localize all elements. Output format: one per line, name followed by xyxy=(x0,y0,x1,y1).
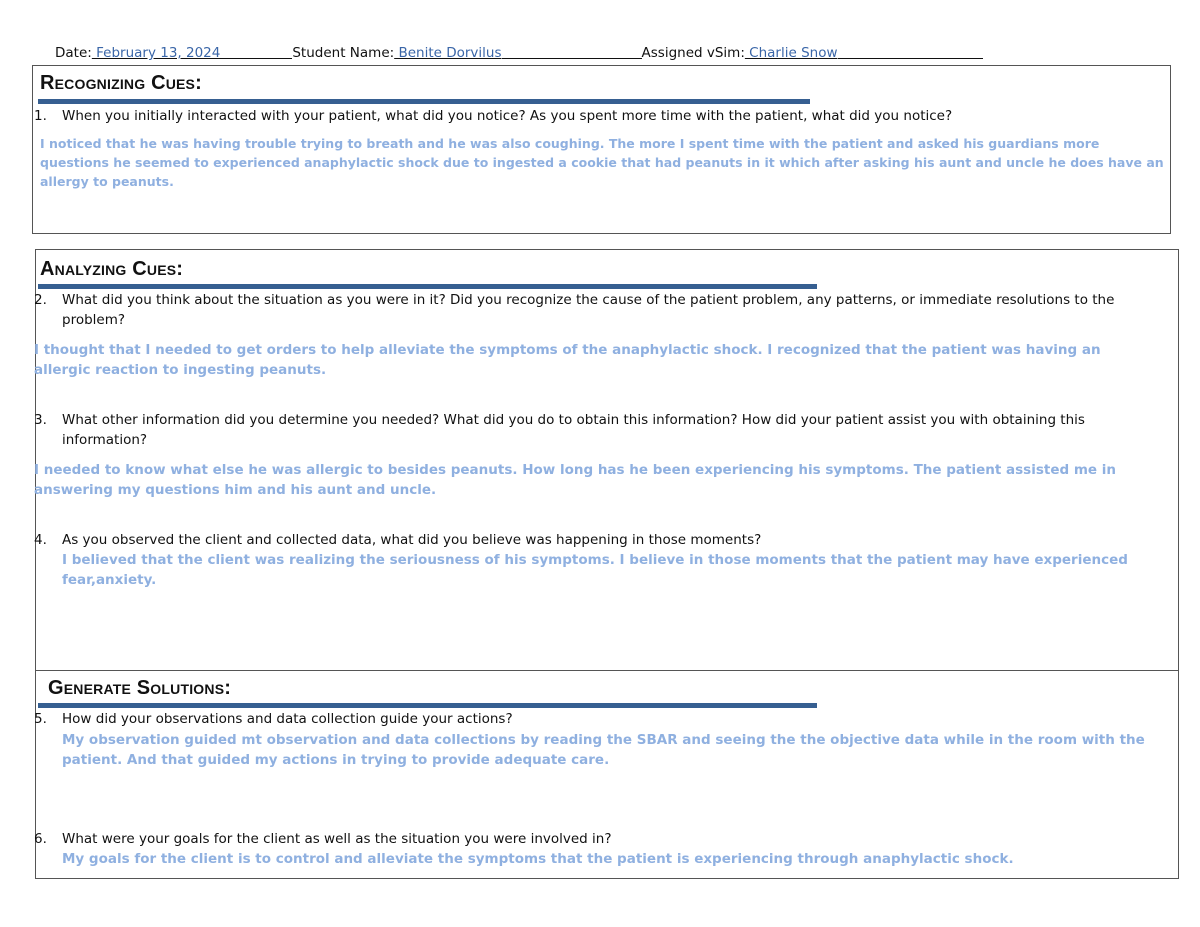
question-1-text: When you initially interacted with your patient, what did you notice? As you spent more time with the patient, what did you notice? xyxy=(62,108,953,124)
answer-1: I noticed that he was having trouble trying to breath and he was also coughing. The more I spent time with the patient and asked his guardians more questions he seemed to experienced anaphylactic shock due to ingested a cookie that had peanuts in it which after asking his aunt and uncle he does have an allergy to peanuts. xyxy=(40,136,1164,189)
generate-solutions-title: Generate Solutions: xyxy=(48,677,232,699)
answer-5: My observation guided mt observation and data collections by reading the SBAR and seeing the the objective data while in the room with the patient. And that guided my actions in trying to provide adequate care. xyxy=(62,732,1145,768)
question-4-number: 4. xyxy=(34,532,47,548)
question-5-text: How did your observations and data collection guide your actions? xyxy=(62,711,513,727)
answer-6: My goals for the client is to control and alleviate the symptoms that the patient is experiencing through anaphylactic shock. xyxy=(62,851,1014,867)
student-name-value: Benite Dorvilus xyxy=(394,45,502,61)
question-3-number: 3. xyxy=(34,412,47,428)
question-6-number: 6. xyxy=(34,831,47,847)
question-1-number: 1. xyxy=(34,108,47,124)
student-name-label: Student Name: xyxy=(292,45,395,61)
generate-solutions-rule xyxy=(38,703,817,708)
question-2-text: What did you think about the situation as you were in it? Did you recognize the cause of the patient problem, any patterns, or immediate resolutions to the problem? xyxy=(62,292,1115,328)
answer-4: I believed that the client was realizing the seriousness of his symptoms. I believe in those moments that the patient may have experienced fear,anxiety. xyxy=(62,552,1128,588)
vsim-value: Charlie Snow xyxy=(744,45,838,61)
recognizing-cues-title: Recognizing Cues: xyxy=(40,72,202,94)
question-3-text: What other information did you determine you needed? What did you do to obtain this information? How did your patient assist you with obtaining this information? xyxy=(62,412,1085,448)
answer-2: I thought that I needed to get orders to help alleviate the symptoms of the anaphylactic shock. I recognized that the patient was having an allergic reaction to ingesting peanuts. xyxy=(34,342,1101,378)
question-2-number: 2. xyxy=(34,292,47,308)
recognizing-cues-rule xyxy=(38,99,810,104)
question-6-text: What were your goals for the client as well as the situation you were involved in? xyxy=(62,831,612,847)
date-blank xyxy=(220,44,292,59)
question-4-text: As you observed the client and collected data, what did you believe was happening in those moments? xyxy=(62,532,762,548)
vsim-blank xyxy=(838,44,983,59)
vsim-label: Assigned vSim: xyxy=(641,45,745,61)
answer-3: I needed to know what else he was allergic to besides peanuts. How long has he been experiencing his symptoms. The patient assisted me in answering my questions him and his aunt and uncle. xyxy=(34,462,1116,498)
student-blank xyxy=(502,44,642,59)
question-5-number: 5. xyxy=(34,711,47,727)
date-label: Date: xyxy=(55,45,92,61)
date-value: February 13, 2024 xyxy=(91,45,221,61)
analyzing-cues-title: Analyzing Cues: xyxy=(40,258,184,280)
form-header xyxy=(55,44,983,61)
analyzing-cues-rule xyxy=(38,284,817,289)
